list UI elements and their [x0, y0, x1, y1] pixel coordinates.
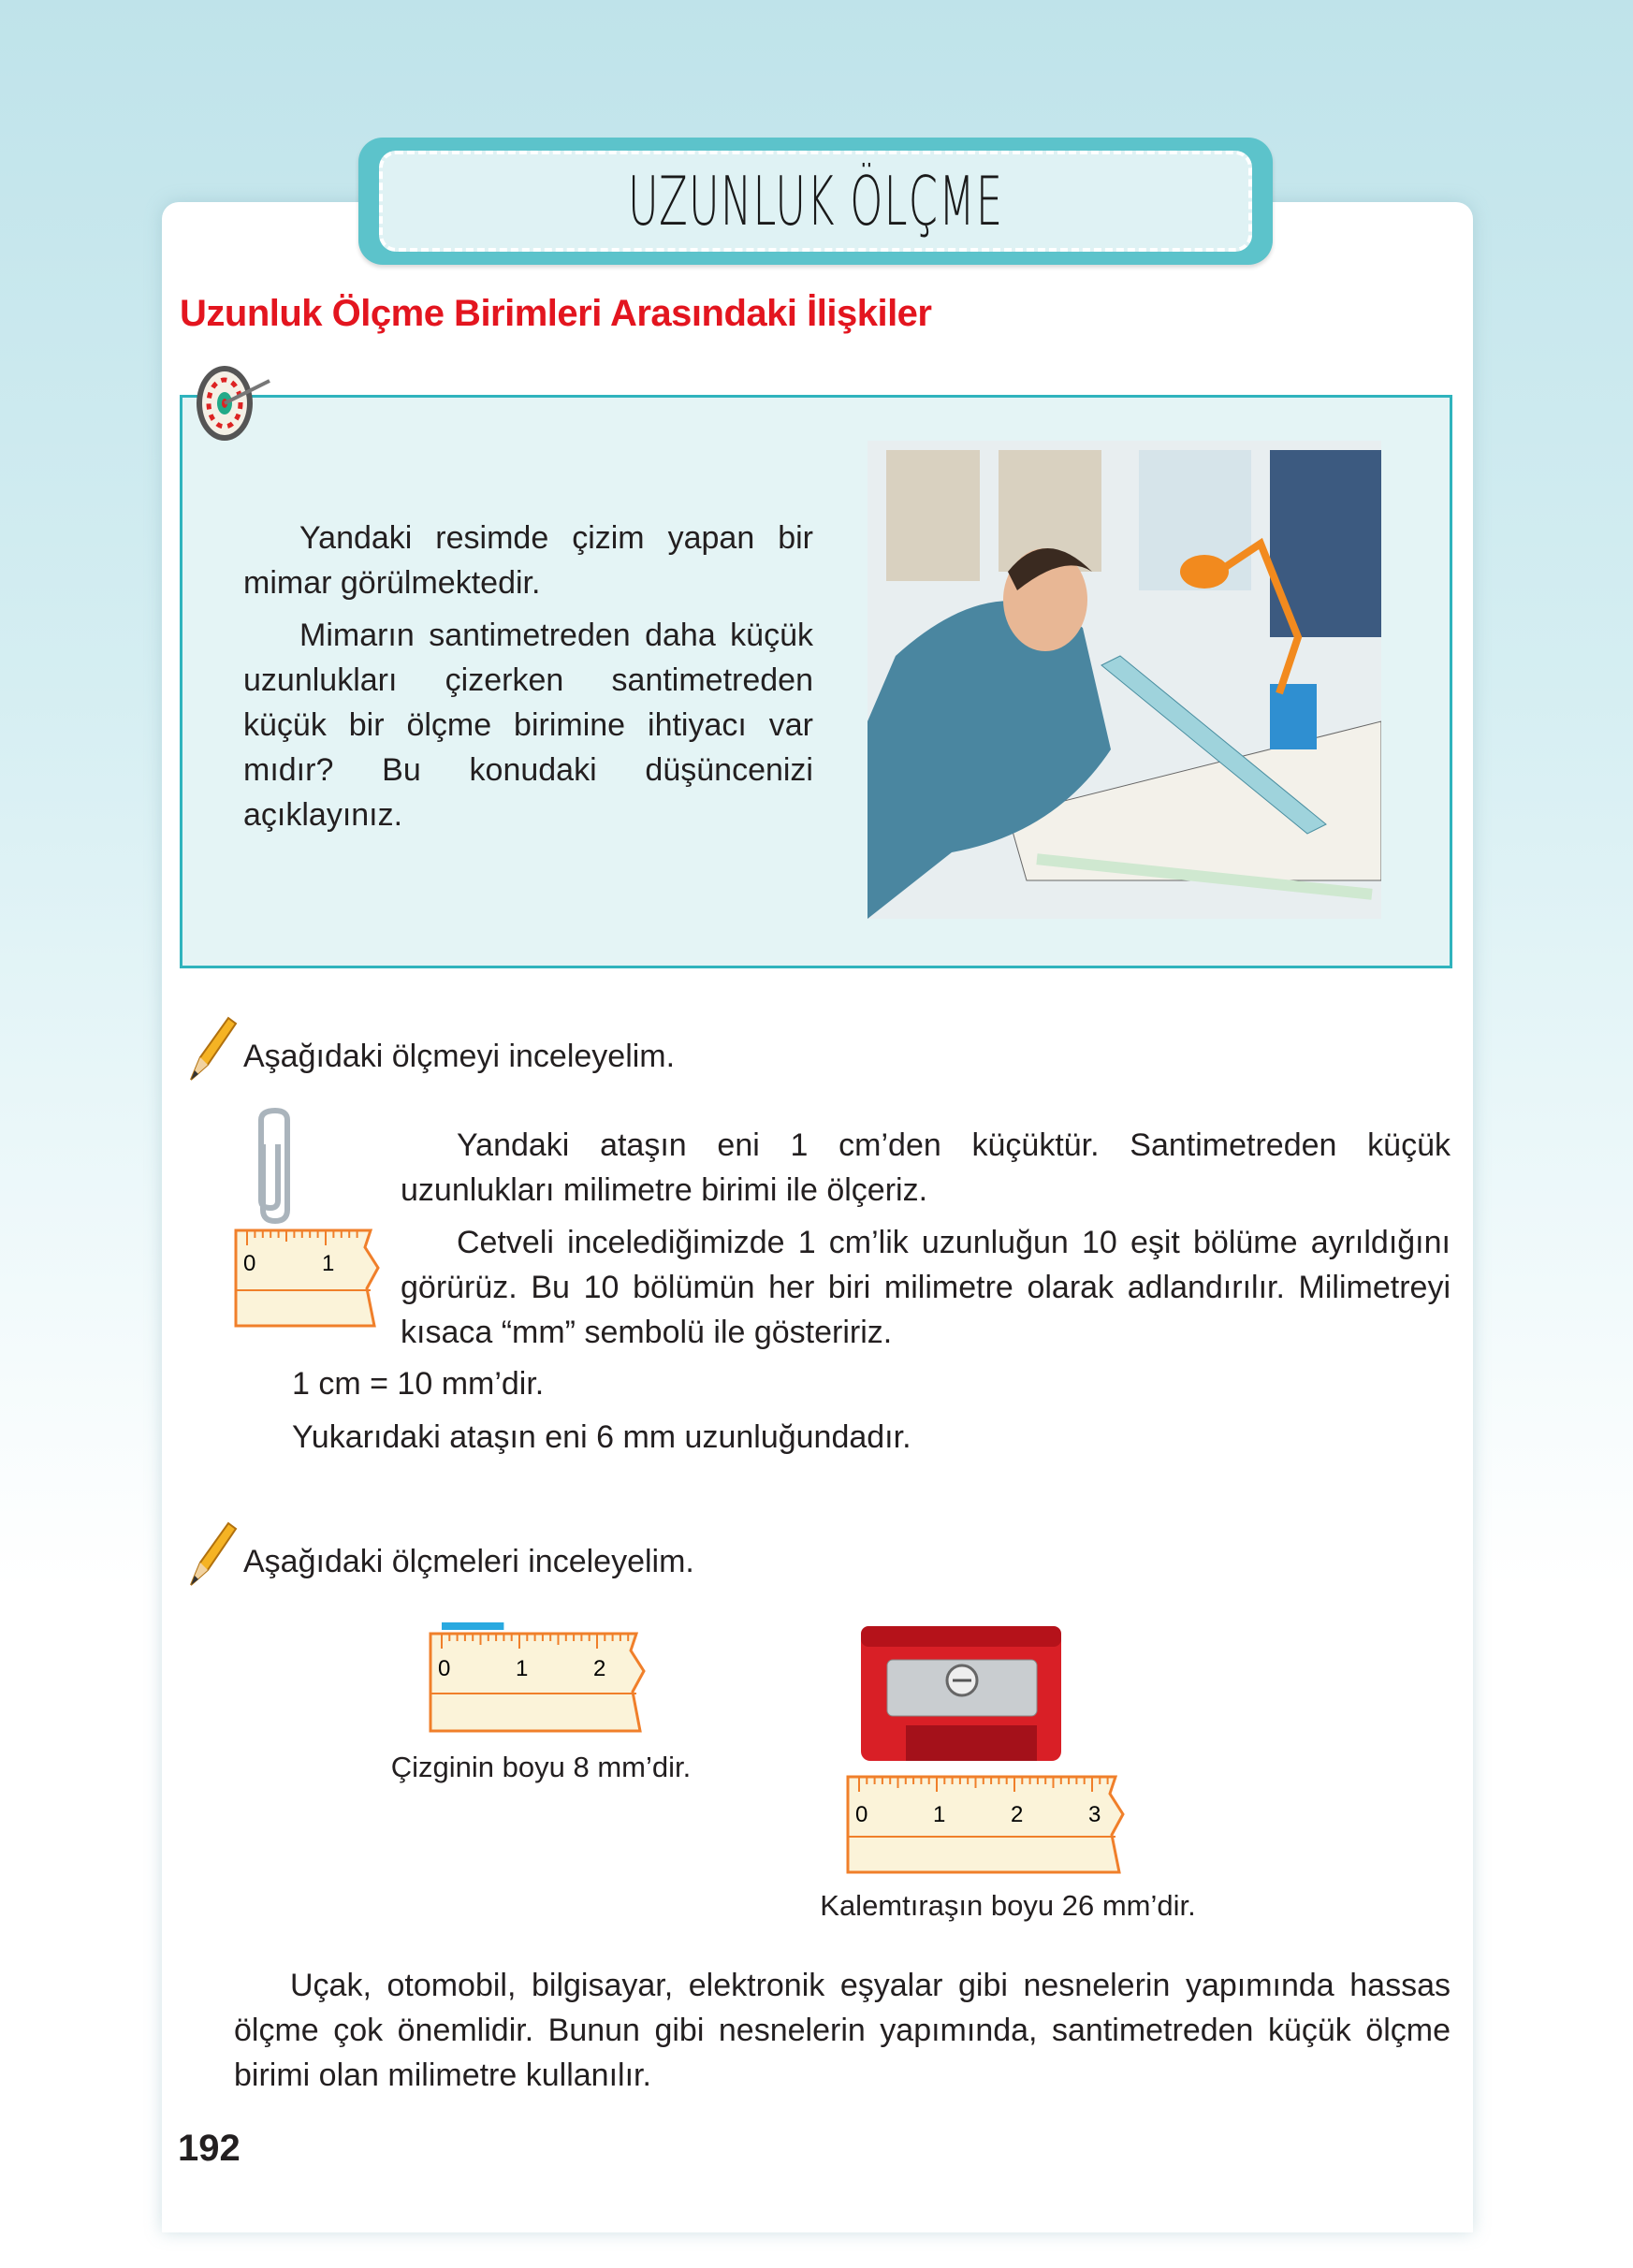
ruler-1cm: [234, 1227, 384, 1330]
ruler-label: 1: [322, 1251, 335, 1276]
ruler-label: 0: [855, 1802, 868, 1827]
title-banner: [358, 138, 1273, 265]
paperclip-icon: [246, 1107, 304, 1224]
page-title: UZUNLUK ÖLÇME: [627, 162, 1004, 240]
line-caption: Çizginin boyu 8 mm’dir.: [390, 1751, 692, 1783]
intro-paragraph: Yandaki resimde çizim yapan bir mimar görülmektedir.: [243, 520, 813, 601]
ruler-label: 1: [516, 1656, 529, 1681]
ruler-line-example: [429, 1622, 649, 1735]
activity1-paragraph: Cetveli incelediğimizde 1 cm’lik uzunluğun 10 eşit bölüme ayrıldığını görürüz. Bu 10 bölümün her biri milimetre olarak adlandırılır. Milimetreyi kısaca “mm” sembolü ile gösteririz.: [401, 1225, 1451, 1350]
equation: 1 cm = 10 mm’dir.: [292, 1366, 545, 1402]
closing-text: [234, 1963, 1451, 2098]
pencil-icon: [180, 1518, 240, 1592]
ruler-body: [236, 1230, 378, 1326]
page-number: 192: [178, 2128, 241, 2169]
sharpener-caption: Kalemtıraşın boyu 26 mm’dir.: [820, 1889, 1196, 1922]
activity2-lead: Aşağıdaki ölçmeleri inceleyelim.: [243, 1544, 694, 1579]
ruler-label: 1: [933, 1802, 946, 1827]
intro-text: [243, 516, 813, 845]
ruler-label: 2: [593, 1656, 606, 1681]
ruler-label: 0: [438, 1656, 451, 1681]
pencil-icon: [180, 1012, 240, 1087]
closing-paragraph: Uçak, otomobil, bilgisayar, elektronik eşyalar gibi nesnelerin yapımında hassas ölçme çok önemlidir. Bunun gibi nesnelerin yapımında, santimetreden küçük ölçme birimi olan milimetre kullanılır.: [234, 1968, 1451, 2093]
activity1-lead: Aşağıdaki ölçmeyi inceleyelim.: [243, 1039, 676, 1074]
pencil-sharpener-image: [859, 1622, 1065, 1765]
measured-line: [442, 1622, 503, 1630]
ruler-label: 2: [1011, 1802, 1024, 1827]
ruler-sharpener-example: [846, 1773, 1129, 1876]
dartboard-icon: [187, 355, 277, 444]
activity1-text: [401, 1123, 1451, 1362]
ruler-label: 0: [243, 1251, 256, 1276]
ruler-body: [848, 1777, 1123, 1872]
section-heading: Uzunluk Ölçme Birimleri Arasındaki İlişkiler: [180, 293, 932, 334]
architect-illustration: [868, 441, 1381, 919]
intro-paragraph: Mimarın santimetreden daha küçük uzunlukları çizerken santimetreden küçük bir ölçme birimine ihtiyacı var mıdır? Bu konudaki düşüncenizi açıklayınız.: [243, 618, 813, 833]
ruler-label: 3: [1088, 1802, 1101, 1827]
result-text: Yukarıdaki ataşın eni 6 mm uzunluğundadır.: [292, 1419, 911, 1455]
activity1-paragraph: Yandaki ataşın eni 1 cm’den küçüktür. Santimetreden küçük uzunlukları milimetre birimi ile ölçeriz.: [401, 1127, 1451, 1208]
ruler-body: [430, 1634, 644, 1731]
